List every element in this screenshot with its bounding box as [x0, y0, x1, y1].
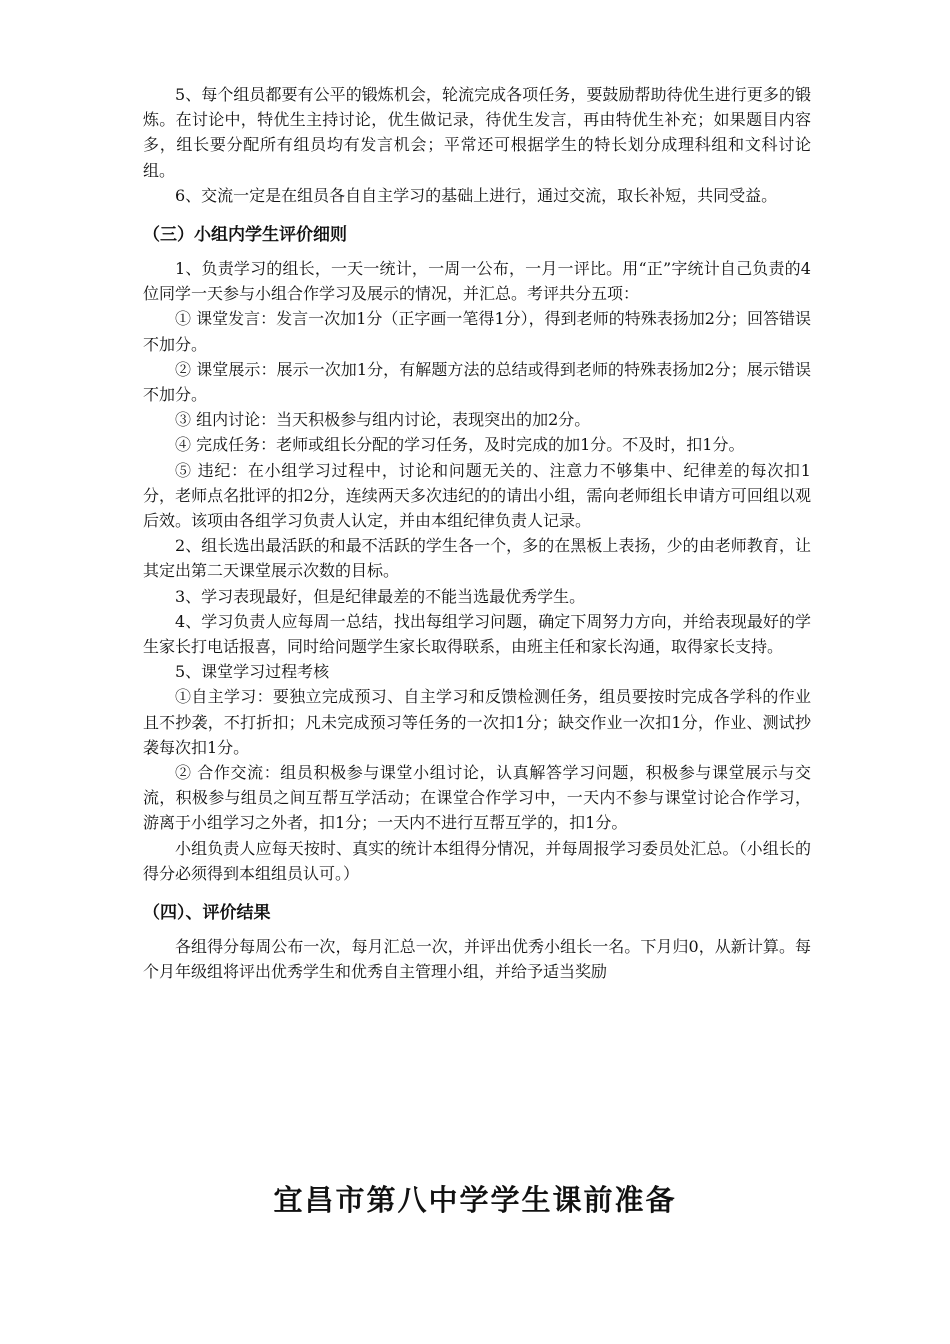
paragraph: ①自主学习：要独立完成预习、自主学习和反馈检测任务，组员要按时完成各学科的作业且不抄袭，不打折扣；凡未完成预习等任务的一次扣1分；缺交作业一次扣1分，作业、测试抄袭每次扣1分。 — [143, 687, 811, 757]
document-body — [143, 82, 811, 985]
section-heading-4: （四）、评价结果 — [143, 903, 271, 924]
section-heading-3: （三）小组内学生评价细则 — [143, 225, 347, 246]
paragraph: 6、交流一定是在组员各自自主学习的基础上进行，通过交流，取长补短，共同受益。 — [175, 185, 778, 205]
paragraph: ① 课堂发言：发言一次加1分（正字画一笔得1分），得到老师的特殊表扬加2分；回答错误不加分。 — [143, 309, 811, 354]
paragraph: 5、每个组员都要有公平的锻炼机会，轮流完成各项任务，要鼓励帮助待优生进行更多的锻炼。在讨论中，特优生主持讨论，优生做记录，待优生发言，再由特优生补充；如果题目内容多，组长要分配所有组员均有发言机会；平常还可根据学生的特长划分成理科组和文科讨论组。 — [143, 85, 811, 180]
paragraph: 4、学习负责人应每周一总结，找出每组学习问题，确定下周努力方向，并给表现最好的学生家长打电话报喜，同时给问题学生家长取得联系，由班主任和家长沟通，取得家长支持。 — [143, 611, 811, 657]
paragraph: 小组负责人应每天按时、真实的统计本组得分情况，并每周报学习委员处汇总。（小组长的得分必须得到本组组员认可。） — [143, 838, 811, 883]
paragraph: 5、课堂学习过程考核 — [175, 662, 330, 682]
paragraph: 2、组长选出最活跃的和最不活跃的学生各一个，多的在黑板上表扬，少的由老师教育，让其定出第二天课堂展示次数的目标。 — [143, 536, 811, 581]
paragraph: 各组得分每周公布一次，每月汇总一次，并评出优秀小组长一名。下月归0，从新计算。每个月年级组将评出优秀学生和优秀自主管理小组，并给予适当奖励 — [143, 937, 811, 982]
paragraph: ② 课堂展示：展示一次加1分，有解题方法的总结或得到老师的特殊表扬加2分；展示错误不加分。 — [143, 359, 811, 405]
paragraph: ④ 完成任务：老师或组长分配的学习任务，及时完成的加1分。不及时，扣1分。 — [175, 435, 745, 455]
paragraph: 3、学习表现最好，但是纪律最差的不能当选最优秀学生。 — [175, 586, 586, 606]
paragraph: ⑤ 违纪：在小组学习过程中，讨论和问题无关的、注意力不够集中、纪律差的每次扣1分，老师点名批评的扣2分，连续两天多次违纪的的请出小组，需向老师组长申请方可回组以观后效。该项由各组学习负责人认定，并由本组纪律负责人记录。 — [143, 460, 811, 531]
paragraph: ② 合作交流：组员积极参与课堂小组讨论，认真解答学习问题，积极参与课堂展示与交流，积极参与组员之间互帮互学活动；在课堂合作学习中，一天内不参与课堂讨论合作学习，游离于小组学习之外者，扣1分；一天内不进行互帮互学的，扣1分。 — [143, 763, 811, 833]
paragraph: ③ 组内讨论：当天积极参与组内讨论，表现突出的加2分。 — [175, 410, 591, 430]
paragraph: 1、负责学习的组长，一天一统计，一周一公布，一月一评比。用“正”字统计自己负责的4位同学一天参与小组合作学习及展示的情况，并汇总。考评共分五项： — [143, 259, 811, 304]
next-document-title: 宜昌市第八中学学生课前准备 — [273, 1183, 677, 1217]
